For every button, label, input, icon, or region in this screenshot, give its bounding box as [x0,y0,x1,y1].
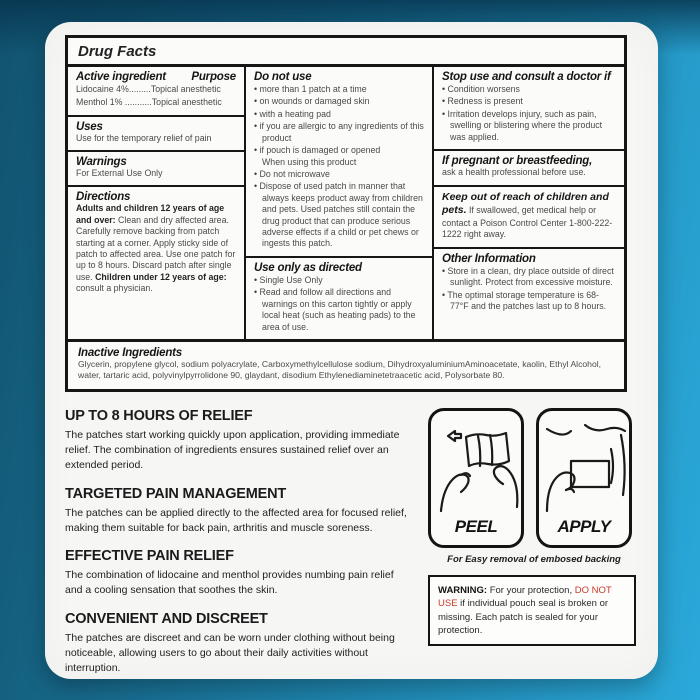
pregnant-heading: If pregnant or breastfeeding, [442,155,593,168]
warnings-body: For External Use Only [76,167,163,178]
directions-text-2: consult a physician. [76,283,153,294]
marketing-heading-3: EFFECTIVE PAIN RELIEF [65,548,234,565]
list-item: • Irritation develops injury, such as pain, swelling or blistering where the product was applied. [442,109,616,143]
directions-bold-children: Children under 12 years of age: [95,271,227,282]
apply-panel [536,408,632,548]
uses-body: Use for the temporary relief of pain [76,132,212,143]
warnings-section [68,152,244,187]
do-not-use-heading: Do not use [254,71,312,83]
instructions-panel [428,394,640,676]
use-only-as-directed-section [246,258,432,339]
do-not-use-list-2 [254,169,424,250]
warnings-heading: Warnings [76,155,127,168]
column-middle [246,67,434,339]
keep-out-body [442,191,616,241]
list-item: • Do not microwave [254,169,424,180]
peel-illustration [433,415,523,519]
marketing-heading-2: TARGETED PAIN MANAGEMENT [65,485,287,502]
list-item: • Condition worsens [442,84,616,95]
active-ingredient-section [68,67,244,117]
directions-bold-adults: Adults and children 12 years of age and over: [76,203,225,225]
pregnant-body: ask a health professional before use. [442,167,586,178]
uses-heading: Uses [76,120,103,133]
directions-body [76,203,236,294]
directions-text-1: Clean and dry affected area. Carefully remove backing from patch starting at a corner. Apply sticky side of patch to affected area. Use one patch for up to 8 hours. Discard patch after single use. [76,214,236,282]
list-item: • The optimal storage temperature is 68-77°F and the patches last up to 8 hours. [442,290,616,313]
drug-facts-title: Drug Facts [68,38,624,67]
ingredient-row-lidocaine: Lidocaine 4%.........Topical anesthetic [76,84,221,94]
warning-post: if individual pouch seal is broken or missing. Each patch is sealed for your protection. [438,598,609,636]
when-using-subline: When using this product [262,156,357,167]
inactive-ingredients-body: Glycerin, propylene glycol, sodium polyacrylate, Carboxymethylcellulose sodium, DihydroxyaluminiumAminoacetate, kaolin, Ethyl Alcohol, water, tartaric acid, polyvinylpyrrolidone 90, glaydant, disodium Ethylenediaminetetraacetic acid, Polysorbate 80. [78,359,602,381]
inactive-ingredients-heading: Inactive Ingredients [78,347,183,360]
pregnant-section [434,151,624,186]
directions-section [68,187,244,339]
list-item: • with a heating pad [254,109,424,120]
stop-use-section [434,67,624,151]
apply-illustration [541,415,631,519]
keep-out-heading: Keep out of reach of children and pets. [442,190,609,217]
peel-arrow-icon [448,431,461,441]
list-item: • Redness is present [442,96,616,107]
drug-facts-columns [68,67,624,339]
peel-panel [428,408,524,548]
marketing-body-4: The patches are discreet and can be worn under clothing without being noticeable, allowing users to go about their daily activities without interruption. [65,631,395,674]
marketing-heading-4: CONVENIENT AND DISCREET [65,610,268,627]
list-item: • if pouch is damaged or opened [254,145,424,156]
other-information-section [434,249,624,339]
list-item: • Read and follow all directions and warnings on this carton tightly or apply local heat (such as heating pads) to the area of use. [254,287,424,333]
apply-label: APPLY [557,517,611,536]
do-not-use-list [254,84,424,157]
list-item: • Store in a clean, dry place outside of direct sunlight. Protect from excessive moisture. [442,266,616,289]
directions-heading: Directions [76,191,131,204]
list-item: • if you are allergic to any ingredients of this product [254,121,424,144]
keep-out-of-reach-section [434,187,624,249]
warning-box [428,575,636,646]
other-information-heading: Other Information [442,252,536,265]
ingredient-row-menthol: Menthol 1% ...........Topical anesthetic [76,96,222,107]
peel-apply-panels [428,408,640,548]
list-item: • on wounds or damaged skin [254,96,424,107]
column-left [68,67,246,339]
list-item: • Dispose of used patch in manner that always keeps product away from children and pets. Used patches still contain the drug product that can produce serious adverse effects if a child or pet chews or ingests this patch. [254,181,424,250]
use-only-as-directed-heading: Use only as directed [254,261,362,274]
warning-pre: For your protection, [487,585,575,596]
marketing-heading-1: UP TO 8 HOURS OF RELIEF [65,408,253,424]
keep-out-text: If swallowed, get medical help or contact a Poison Control Center 1-800-222-1222 right away. [442,205,613,240]
stop-use-list [442,84,616,143]
marketing-copy [65,394,412,676]
list-item: • Single Use Only [254,275,424,286]
other-information-list [442,266,616,313]
stop-use-heading: Stop use and consult a doctor if [442,71,611,83]
marketing-body-3: The combination of lidocaine and menthol provides numbing pain relief and a cooling sensation that soothes the skin. [65,569,394,597]
active-ingredient-heading: Active ingredient [76,71,166,83]
use-directed-list [254,275,424,333]
peel-apply-caption: For Easy removal of embosed backing [447,554,621,565]
column-right [434,67,624,339]
product-label-card [45,22,658,679]
marketing-body-1: The patches start working quickly upon application, providing immediate relief. The combination of ingredients ensures sustained relief over an extended period. [65,429,400,472]
do-not-use-section [246,67,432,258]
warning-label: WARNING: [438,585,488,596]
lower-section [65,394,640,676]
warning-highlight: DO NOT USE [438,585,612,610]
drug-facts-panel [65,35,627,392]
list-item: • more than 1 patch at a time [254,84,424,95]
inactive-ingredients-section [68,339,624,389]
peel-label: PEEL [454,517,498,536]
marketing-body-2: The patches can be applied directly to the affected area for focused relief, making them suitable for back pain, arthritis and muscle soreness. [65,506,407,534]
purpose-heading: Purpose [191,71,236,83]
uses-section [68,117,244,152]
